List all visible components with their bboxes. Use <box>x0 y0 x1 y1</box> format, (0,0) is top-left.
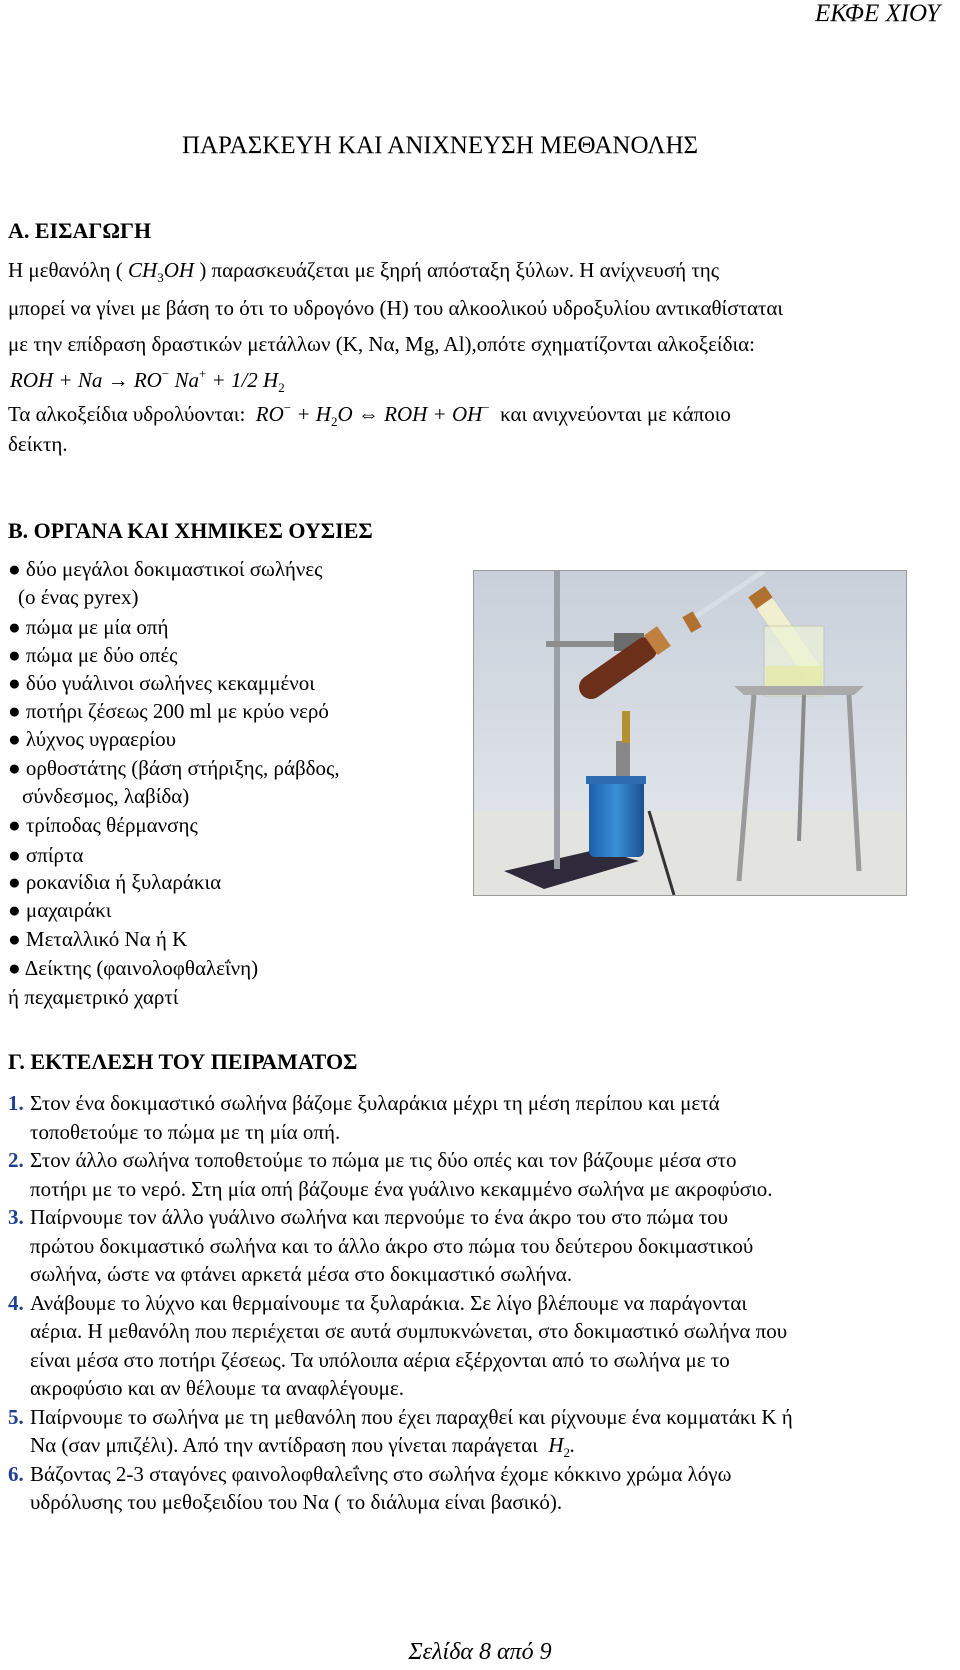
step-line: τοποθετούμε το πώμα με τη μία οπή. <box>30 1119 341 1144</box>
materials-list-item: ● λύχνος υγραερίου <box>8 727 177 751</box>
apparatus-photo <box>473 570 907 896</box>
step-line: Παίρνουμε το σωλήνα με τη μεθανόλη που έχει παραχθεί και ρίχνουμε ένα κομματάκι Κ ή <box>30 1404 793 1429</box>
step-line: Παίρνουμε τον άλλο γυάλινο σωλήνα και περνούμε το ένα άκρο του στο πώμα του <box>30 1205 729 1229</box>
step-line: ακροφύσιο και αν θέλουμε τα αναφλέγουμε. <box>30 1376 404 1400</box>
step-line: Στον ένα δοκιμαστικό σωλήνα βάζομε ξυλαράκια μέχρι τη μέση περίπου και μετά <box>30 1091 720 1115</box>
step-number: 6. <box>8 1461 24 1486</box>
materials-list-item: ή πεχαμετρικό χαρτί <box>8 985 179 1009</box>
intro-line-6: δείκτη. <box>8 432 68 456</box>
step-number: 2. <box>8 1148 24 1172</box>
materials-list-item: ● ροκανίδια ή ξυλαράκια <box>8 870 222 894</box>
intro-line-1-post: ) παρασκευάζεται με ξηρή απόσταξη ξύλων. Η ανίχνευσή της <box>199 258 720 282</box>
step-number: 4. <box>8 1290 24 1315</box>
step-line: πρώτου δοκιμαστικό σωλήνα και το άλλο άκρο στο πώμα του δεύτερου δοκιμαστικού <box>30 1233 754 1258</box>
step-line: αέρια. Η μεθανόλη που περιέχεται σε αυτά συμπυκνώνεται, στο δοκιμαστικό σωλήνα που <box>30 1319 788 1343</box>
materials-list-item: ● μαχαιράκι <box>8 898 112 922</box>
materials-list-item: ● ποτήρι ζέσεως 200 ml με κρύο νερό <box>8 699 329 723</box>
materials-list-item: σύνδεσμος, λαβίδα) <box>22 784 190 808</box>
page-footer: Σελίδα 8 από 9 <box>408 1639 552 1665</box>
materials-list-item: ● Μεταλλικό Να ή Κ <box>8 927 188 951</box>
section-a-heading: Α. ΕΙΣΑΓΩΓΗ <box>8 218 152 243</box>
step-line: ποτήρι με το νερό. Στη μία οπή βάζουμε ένα γυάλινο κεκαμμένο σωλήνα με ακροφύσιο. <box>30 1176 773 1201</box>
intro-line-3: με την επίδραση δραστικών μετάλλων (Κ, Να, Mg, Al),οπότε σχηματίζονται αλκοξείδια: <box>8 332 755 356</box>
materials-list-item: ● ορθοστάτης (βάση στήριξης, ράβδος, <box>8 756 340 780</box>
step-line: υδρόλυσης του μεθοξειδίου του Να ( το διάλυμα είναι βασικό). <box>30 1490 563 1514</box>
materials-list-item: ● δύο μεγάλοι δοκιμαστικοί σωλήνες <box>8 557 323 581</box>
formula-h2: $H_2$. <box>548 1433 576 1460</box>
step-number: 3. <box>8 1205 24 1229</box>
intro-line-1-pre: Η μεθανόλη ( <box>8 258 123 282</box>
materials-list-item: ● πώμα με μία οπή <box>8 615 169 639</box>
formula-ch3oh: $CH_3OH$ <box>128 258 195 285</box>
section-c-heading: Γ. ΕΚΤΕΛΕΣΗ ΤΟΥ ΠΕΙΡΑΜΑΤΟΣ <box>8 1049 358 1074</box>
intro-line-1 <box>8 258 719 286</box>
step-number: 1. <box>8 1091 24 1115</box>
step-line: Στον άλλο σωλήνα τοποθετούμε το πώμα με τις δύο οπές και τον βάζουμε μέσα στο <box>30 1148 737 1172</box>
page-title: ΠΑΡΑΣΚΕΥΗ ΚΑΙ ΑΝΙΧΝΕΥΣΗ ΜΕΘΑΝΟΛΗΣ <box>181 132 699 159</box>
step-line: σωλήνα, ώστε να φτάνει αρκετά μέσα στο δοκιμαστικό σωλήνα. <box>30 1262 573 1286</box>
materials-list-item: ● τρίποδας θέρμανσης <box>8 813 198 837</box>
materials-list-item: ● πώμα με δύο οπές <box>8 643 178 667</box>
step-line: είναι μέσα στο ποτήρι ζέσεως. Τα υπόλοιπα αέρια εξέρχονται από το σωλήνα με το <box>30 1347 730 1372</box>
materials-list-item: ● δύο γυάλινοι σωλήνες κεκαμμένοι <box>8 671 315 695</box>
intro-line-5: Τα αλκοξείδια υδρολύονται: $RO^- + H_2O$ ⇔ ROH + OH− και ανιχνεύονται με κάποιο <box>8 400 731 429</box>
materials-list-item: ● Δείκτης (φαινολοφθαλεΐνη) <box>8 956 259 980</box>
materials-list-item: ● σπίρτα <box>8 843 84 867</box>
step-number: 5. <box>8 1404 24 1429</box>
reaction-equation-1: ROH + Na → RO− Na+ + 1/2 $H_2$ <box>10 366 285 395</box>
section-b-heading: Β. ΟΡΓΑΝΑ ΚΑΙ ΧΗΜΙΚΕΣ ΟΥΣΙΕΣ <box>8 518 373 543</box>
page-header: ΕΚΦΕ ΧΙΟΥ <box>815 0 940 27</box>
step-line: Βάζοντας 2-3 σταγόνες φαινολοφθαλεΐνης στο σωλήνα έχομε κόκκινο χρώμα λόγω <box>30 1461 732 1486</box>
step-line: Ανάβουμε το λύχνο και θερμαίνουμε τα ξυλαράκια. Σε λίγο βλέπουμε να παράγονται <box>30 1290 747 1315</box>
intro-line-2: μπορεί να γίνει με βάση το ότι το υδρογόνο (Η) του αλκοολικού υδροξυλίου αντικαθίσταται <box>8 296 784 320</box>
reaction-equation-2: $RO^- + H_2O$ ⇔ ROH + OH− <box>255 400 490 429</box>
materials-list-item: (ο ένας pyrex) <box>18 585 139 609</box>
step-line: Να (σαν μπιζέλι). Από την αντίδραση που γίνεται παράγεται $H_2$. <box>30 1433 576 1460</box>
